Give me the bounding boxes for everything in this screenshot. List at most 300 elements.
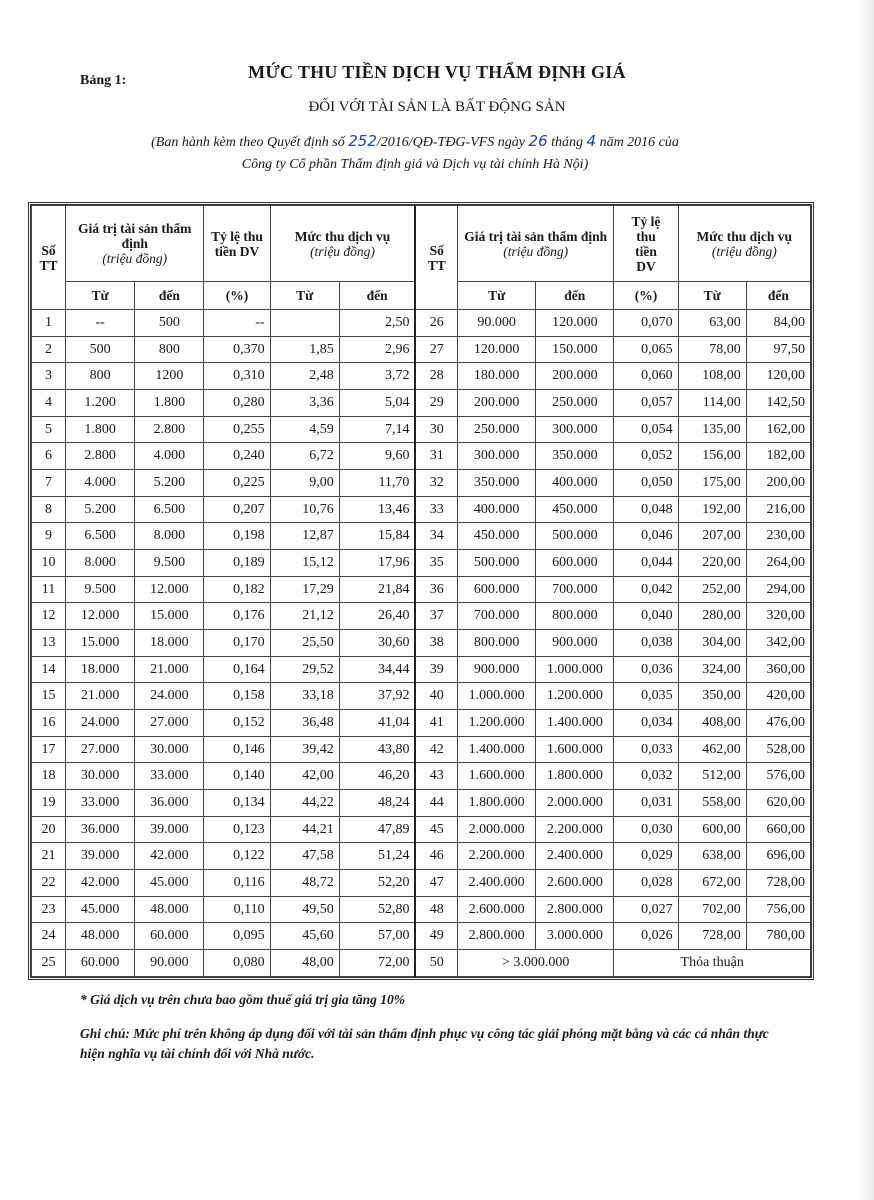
table-cell: 47 — [415, 870, 457, 897]
col-value-label: Giá trị tài sản thẩm định — [464, 228, 608, 244]
col-value-unit: (triệu đồng) — [102, 251, 168, 266]
table-cell: 39 — [415, 656, 457, 683]
table-cell: 5,04 — [339, 390, 415, 417]
table-cell: 9 — [32, 523, 66, 550]
table-cell: 3,72 — [339, 363, 415, 390]
table-row — [32, 710, 811, 737]
col-fee-unit: (triệu đồng) — [711, 243, 777, 259]
table-cell: 52,20 — [339, 870, 415, 897]
table-row — [32, 336, 811, 363]
table-cell: 1.800 — [66, 416, 135, 443]
table-cell: 36 — [415, 576, 457, 603]
table-cell: 63,00 — [678, 310, 746, 337]
table-cell: 0,028 — [614, 870, 678, 897]
table-cell: 0,116 — [204, 870, 270, 897]
table-cell: Thỏa thuận — [614, 950, 811, 977]
table-cell: 47,58 — [270, 843, 339, 870]
decision-number: 252 — [348, 132, 377, 150]
table-cell: 2 — [32, 336, 66, 363]
table-cell: 1.400.000 — [458, 736, 536, 763]
table-cell: 2.000.000 — [458, 816, 536, 843]
table-row — [32, 603, 811, 630]
table-cell: 1.800 — [135, 390, 204, 417]
table-row — [32, 470, 811, 497]
table-cell: 48,24 — [339, 790, 415, 817]
table-cell: 26,40 — [339, 603, 415, 630]
table-cell: 24 — [32, 923, 66, 950]
table-row — [32, 736, 811, 763]
table-cell: 19 — [32, 790, 66, 817]
table-cell: 17,29 — [270, 576, 339, 603]
table-cell: 600.000 — [536, 550, 614, 577]
table-cell: 51,24 — [339, 843, 415, 870]
table-cell: 18.000 — [66, 656, 135, 683]
table-cell: 800.000 — [458, 630, 536, 657]
table-cell: 7,14 — [339, 416, 415, 443]
table-cell: 60.000 — [135, 923, 204, 950]
table-cell: 408,00 — [678, 710, 746, 737]
table-cell: 216,00 — [746, 496, 810, 523]
table-cell: 8 — [32, 496, 66, 523]
table-cell: 15.000 — [135, 603, 204, 630]
table-cell: 0,048 — [614, 496, 678, 523]
table-cell: 0,146 — [204, 736, 270, 763]
table-cell: 18.000 — [135, 630, 204, 657]
table-cell: 0,031 — [614, 790, 678, 817]
table-cell: 2,50 — [339, 310, 415, 337]
table-cell: 150.000 — [536, 336, 614, 363]
table-cell: 27 — [415, 336, 457, 363]
table-cell: 2.000.000 — [536, 790, 614, 817]
table-cell: 52,80 — [339, 896, 415, 923]
col-fee-label: Mức thu dịch vụ — [294, 228, 391, 244]
table-cell: 30 — [415, 416, 457, 443]
table-cell: 0,189 — [204, 550, 270, 577]
table-cell: 5.200 — [66, 496, 135, 523]
table-cell: 280,00 — [678, 603, 746, 630]
table-cell: 12.000 — [66, 603, 135, 630]
decision-day: 26 — [528, 132, 548, 150]
table-cell: 4,59 — [270, 416, 339, 443]
issuance-text-3: tháng — [547, 135, 587, 150]
table-cell: 0,310 — [204, 363, 270, 390]
table-cell: 600.000 — [458, 576, 536, 603]
table-cell: 21,84 — [339, 576, 415, 603]
table-cell: 450.000 — [536, 496, 614, 523]
table-cell: 120.000 — [536, 310, 614, 337]
table-cell: -- — [204, 310, 270, 337]
table-cell: 14 — [32, 656, 66, 683]
table-cell: 90.000 — [135, 950, 204, 977]
table-cell: 8.000 — [135, 523, 204, 550]
table-cell: 252,00 — [678, 576, 746, 603]
table-cell: 2.200.000 — [458, 843, 536, 870]
table-row — [32, 656, 811, 683]
table-cell: 3 — [32, 363, 66, 390]
table-cell: 0,027 — [614, 896, 678, 923]
table-cell: 0,026 — [614, 923, 678, 950]
table-cell: 21.000 — [135, 656, 204, 683]
table-cell: 41 — [415, 710, 457, 737]
table-cell: 0,170 — [204, 630, 270, 657]
table-cell: 576,00 — [746, 763, 810, 790]
table-cell: 350.000 — [458, 470, 536, 497]
table-cell: 4.000 — [66, 470, 135, 497]
table-cell: 1.800.000 — [536, 763, 614, 790]
table-row — [32, 550, 811, 577]
table-cell: 200.000 — [458, 390, 536, 417]
table-cell: 476,00 — [746, 710, 810, 737]
table-cell: 12 — [32, 603, 66, 630]
table-cell: 15,12 — [270, 550, 339, 577]
table-cell: 320,00 — [746, 603, 810, 630]
col-value-right — [458, 206, 614, 282]
sub-pct: (%) — [614, 282, 678, 310]
fee-table — [31, 205, 811, 977]
table-cell: 3.000.000 — [536, 923, 614, 950]
table-cell: 37 — [415, 603, 457, 630]
table-cell: 30.000 — [135, 736, 204, 763]
col-value-left — [66, 206, 204, 282]
table-cell: 40 — [415, 683, 457, 710]
table-cell: 0,240 — [204, 443, 270, 470]
table-cell: 696,00 — [746, 843, 810, 870]
table-cell: 18 — [32, 763, 66, 790]
table-cell: 800.000 — [536, 603, 614, 630]
table-cell: 462,00 — [678, 736, 746, 763]
table-row — [32, 896, 811, 923]
table-row — [32, 576, 811, 603]
table-cell: 0,042 — [614, 576, 678, 603]
table-cell: 36,48 — [270, 710, 339, 737]
table-cell: 2.200.000 — [536, 816, 614, 843]
table-cell: 11,70 — [339, 470, 415, 497]
table-cell: 24.000 — [135, 683, 204, 710]
table-cell: 72,00 — [339, 950, 415, 977]
table-cell: 0,207 — [204, 496, 270, 523]
table-cell: 78,00 — [678, 336, 746, 363]
table-cell: 33.000 — [135, 763, 204, 790]
table-cell: 660,00 — [746, 816, 810, 843]
table-cell: 36.000 — [66, 816, 135, 843]
table-cell: 49,50 — [270, 896, 339, 923]
table-cell: 34 — [415, 523, 457, 550]
table-cell: 558,00 — [678, 790, 746, 817]
issuance-text-1: (Ban hành kèm theo Quyết định số — [151, 135, 349, 150]
table-cell: 0,110 — [204, 896, 270, 923]
table-cell: 29 — [415, 390, 457, 417]
table-cell: 0,255 — [204, 416, 270, 443]
table-cell: 46 — [415, 843, 457, 870]
sub-from: Từ — [678, 282, 746, 310]
table-row — [32, 390, 811, 417]
table-cell: 48 — [415, 896, 457, 923]
table-cell: 37,92 — [339, 683, 415, 710]
table-cell: 33 — [415, 496, 457, 523]
table-cell: 13,46 — [339, 496, 415, 523]
table-cell: 672,00 — [678, 870, 746, 897]
table-cell: 0,036 — [614, 656, 678, 683]
table-cell: 0,034 — [614, 710, 678, 737]
table-cell: 250.000 — [458, 416, 536, 443]
table-cell: 31 — [415, 443, 457, 470]
table-cell: 42.000 — [135, 843, 204, 870]
table-cell: > 3.000.000 — [458, 950, 614, 977]
table-cell: 800 — [135, 336, 204, 363]
table-row — [32, 496, 811, 523]
table-cell: 2.400.000 — [536, 843, 614, 870]
table-cell: 2.800 — [135, 416, 204, 443]
table-cell: 44,22 — [270, 790, 339, 817]
table-cell: 84,00 — [746, 310, 810, 337]
table-cell: 45.000 — [66, 896, 135, 923]
table-cell: 500.000 — [458, 550, 536, 577]
col-value-label: Giá trị tài sản thẩm định — [78, 221, 192, 251]
table-cell — [270, 310, 339, 337]
table-cell: 4 — [32, 390, 66, 417]
table-cell: 42.000 — [66, 870, 135, 897]
col-fee-unit: (triệu đồng) — [310, 243, 375, 259]
table-cell: 1.200.000 — [536, 683, 614, 710]
table-cell: 0,046 — [614, 523, 678, 550]
table-cell: 42,00 — [270, 763, 339, 790]
table-cell: 1.800.000 — [458, 790, 536, 817]
table-cell: 16 — [32, 710, 66, 737]
page-edge-shadow — [860, 0, 874, 1200]
table-cell: 900.000 — [536, 630, 614, 657]
table-cell: 0,035 — [614, 683, 678, 710]
table-row — [32, 416, 811, 443]
table-cell: 9,60 — [339, 443, 415, 470]
table-cell: 48.000 — [66, 923, 135, 950]
table-cell: 220,00 — [678, 550, 746, 577]
table-cell: 10 — [32, 550, 66, 577]
table-cell: 20 — [32, 816, 66, 843]
table-cell: 0,134 — [204, 790, 270, 817]
table-cell: 500 — [135, 310, 204, 337]
col-stt-right: Số TT — [415, 206, 457, 310]
table-cell: 97,50 — [746, 336, 810, 363]
table-cell: 400.000 — [536, 470, 614, 497]
table-cell: 0,060 — [614, 363, 678, 390]
table-cell: 162,00 — [746, 416, 810, 443]
table-cell: 728,00 — [678, 923, 746, 950]
table-cell: 17,96 — [339, 550, 415, 577]
table-cell: 10,76 — [270, 496, 339, 523]
table-cell: 1.000.000 — [536, 656, 614, 683]
table-cell: 21,12 — [270, 603, 339, 630]
table-cell: 30.000 — [66, 763, 135, 790]
table-cell: 0,370 — [204, 336, 270, 363]
table-cell: 12,87 — [270, 523, 339, 550]
table-cell: 250.000 — [536, 390, 614, 417]
table-cell: 900.000 — [458, 656, 536, 683]
fee-table-frame — [28, 202, 814, 980]
decision-month: 4 — [586, 132, 597, 150]
table-cell: 0,057 — [614, 390, 678, 417]
table-cell: 620,00 — [746, 790, 810, 817]
table-cell: 780,00 — [746, 923, 810, 950]
table-cell: 45,60 — [270, 923, 339, 950]
table-cell: 45 — [415, 816, 457, 843]
table-cell: 360,00 — [746, 656, 810, 683]
table-cell: 1.200 — [66, 390, 135, 417]
table-cell: 6 — [32, 443, 66, 470]
table-cell: 46,20 — [339, 763, 415, 790]
table-cell: 0,280 — [204, 390, 270, 417]
table-cell: 39.000 — [66, 843, 135, 870]
col-stt-left: Số TT — [32, 206, 66, 310]
table-cell: 600,00 — [678, 816, 746, 843]
table-cell: 22 — [32, 870, 66, 897]
table-cell: 47,89 — [339, 816, 415, 843]
table-row — [32, 763, 811, 790]
table-cell: 638,00 — [678, 843, 746, 870]
table-cell: 230,00 — [746, 523, 810, 550]
table-cell: 0,038 — [614, 630, 678, 657]
table-cell: 6.500 — [66, 523, 135, 550]
table-row — [32, 923, 811, 950]
table-cell: 0,182 — [204, 576, 270, 603]
table-cell: 21 — [32, 843, 66, 870]
table-cell: 13 — [32, 630, 66, 657]
table-cell: 120.000 — [458, 336, 536, 363]
table-row — [32, 363, 811, 390]
table-cell: 2.600.000 — [536, 870, 614, 897]
table-cell: 9.500 — [135, 550, 204, 577]
table-cell: 0,164 — [204, 656, 270, 683]
table-cell: 1.200.000 — [458, 710, 536, 737]
table-cell: 26 — [415, 310, 457, 337]
document-subtitle: ĐỐI VỚI TÀI SẢN LÀ BẤT ĐỘNG SẢN — [308, 99, 566, 115]
table-cell: 0,176 — [204, 603, 270, 630]
table-cell: 2.800.000 — [536, 896, 614, 923]
table-cell: 45.000 — [135, 870, 204, 897]
table-cell: 528,00 — [746, 736, 810, 763]
table-cell: 5 — [32, 416, 66, 443]
table-cell: 142,50 — [746, 390, 810, 417]
table-cell: 15,84 — [339, 523, 415, 550]
table-cell: 1.400.000 — [536, 710, 614, 737]
table-row — [32, 870, 811, 897]
table-row — [32, 816, 811, 843]
table-cell: 15 — [32, 683, 66, 710]
table-cell: 0,044 — [614, 550, 678, 577]
table-cell: 23 — [32, 896, 66, 923]
table-cell: 1 — [32, 310, 66, 337]
table-cell: 2.800.000 — [458, 923, 536, 950]
table-row — [32, 950, 811, 977]
sub-pct: (%) — [204, 282, 270, 310]
table-cell: 48.000 — [135, 896, 204, 923]
table-cell: 60.000 — [66, 950, 135, 977]
col-value-unit: (triệu đồng) — [503, 243, 569, 259]
table-cell: 36.000 — [135, 790, 204, 817]
table-cell: 114,00 — [678, 390, 746, 417]
table-cell: 2.400.000 — [458, 870, 536, 897]
table-cell: 756,00 — [746, 896, 810, 923]
table-cell: 500.000 — [536, 523, 614, 550]
table-cell: 800 — [66, 363, 135, 390]
issuance-text-4: năm 2016 của — [596, 135, 679, 150]
table-cell: -- — [66, 310, 135, 337]
table-cell: 294,00 — [746, 576, 810, 603]
table-cell: 41,04 — [339, 710, 415, 737]
table-cell: 0,065 — [614, 336, 678, 363]
table-cell: 1,85 — [270, 336, 339, 363]
sub-from: Từ — [270, 282, 339, 310]
table-cell: 1200 — [135, 363, 204, 390]
table-cell: 0,029 — [614, 843, 678, 870]
table-cell: 0,050 — [614, 470, 678, 497]
document-title: MỨC THU TIỀN DỊCH VỤ THẨM ĐỊNH GIÁ — [248, 62, 626, 82]
table-cell: 324,00 — [678, 656, 746, 683]
table-cell: 34,44 — [339, 656, 415, 683]
table-cell: 33.000 — [66, 790, 135, 817]
table-cell: 43 — [415, 763, 457, 790]
issuance-note — [110, 130, 720, 176]
table-cell: 200,00 — [746, 470, 810, 497]
table-cell: 29,52 — [270, 656, 339, 683]
table-cell: 3,36 — [270, 390, 339, 417]
table-cell: 350.000 — [536, 443, 614, 470]
table-cell: 300.000 — [536, 416, 614, 443]
table-cell: 0,080 — [204, 950, 270, 977]
table-cell: 11 — [32, 576, 66, 603]
table-cell: 192,00 — [678, 496, 746, 523]
table-cell: 175,00 — [678, 470, 746, 497]
table-cell: 0,070 — [614, 310, 678, 337]
table-cell: 342,00 — [746, 630, 810, 657]
table-cell: 420,00 — [746, 683, 810, 710]
table-row — [32, 683, 811, 710]
table-body — [32, 310, 811, 977]
issuance-text-2: /2016/QĐ-TĐG-VFS ngày — [376, 135, 529, 150]
vat-note: * Giá dịch vụ trên chưa bao gồm thuế giá trị gia tăng 10% — [80, 992, 405, 1007]
table-cell: 156,00 — [678, 443, 746, 470]
table-cell: 1.600.000 — [458, 763, 536, 790]
table-cell: 0,095 — [204, 923, 270, 950]
table-cell: 27.000 — [66, 736, 135, 763]
table-cell: 44 — [415, 790, 457, 817]
table-cell: 264,00 — [746, 550, 810, 577]
table-cell: 5.200 — [135, 470, 204, 497]
col-rate-right: Tỷ lệ thu tiền DV — [614, 206, 678, 282]
table-cell: 32 — [415, 470, 457, 497]
table-cell: 207,00 — [678, 523, 746, 550]
table-cell: 0,054 — [614, 416, 678, 443]
table-cell: 120,00 — [746, 363, 810, 390]
table-cell: 0,030 — [614, 816, 678, 843]
table-cell: 39,42 — [270, 736, 339, 763]
header-row — [32, 206, 811, 282]
table-cell: 9.500 — [66, 576, 135, 603]
table-cell: 350,00 — [678, 683, 746, 710]
table-cell: 57,00 — [339, 923, 415, 950]
table-label: Bảng 1: — [80, 73, 127, 88]
table-cell: 28 — [415, 363, 457, 390]
table-cell: 400.000 — [458, 496, 536, 523]
table-cell: 8.000 — [66, 550, 135, 577]
sub-to: đến — [339, 282, 415, 310]
table-cell: 25,50 — [270, 630, 339, 657]
issuance-company: Công ty Cổ phần Thẩm định giá và Dịch vụ tài chính Hà Nội) — [241, 157, 589, 172]
col-fee-right — [678, 206, 810, 282]
table-cell: 700.000 — [458, 603, 536, 630]
table-cell: 12.000 — [135, 576, 204, 603]
table-cell: 0,152 — [204, 710, 270, 737]
col-fee-label: Mức thu dịch vụ — [696, 228, 793, 244]
